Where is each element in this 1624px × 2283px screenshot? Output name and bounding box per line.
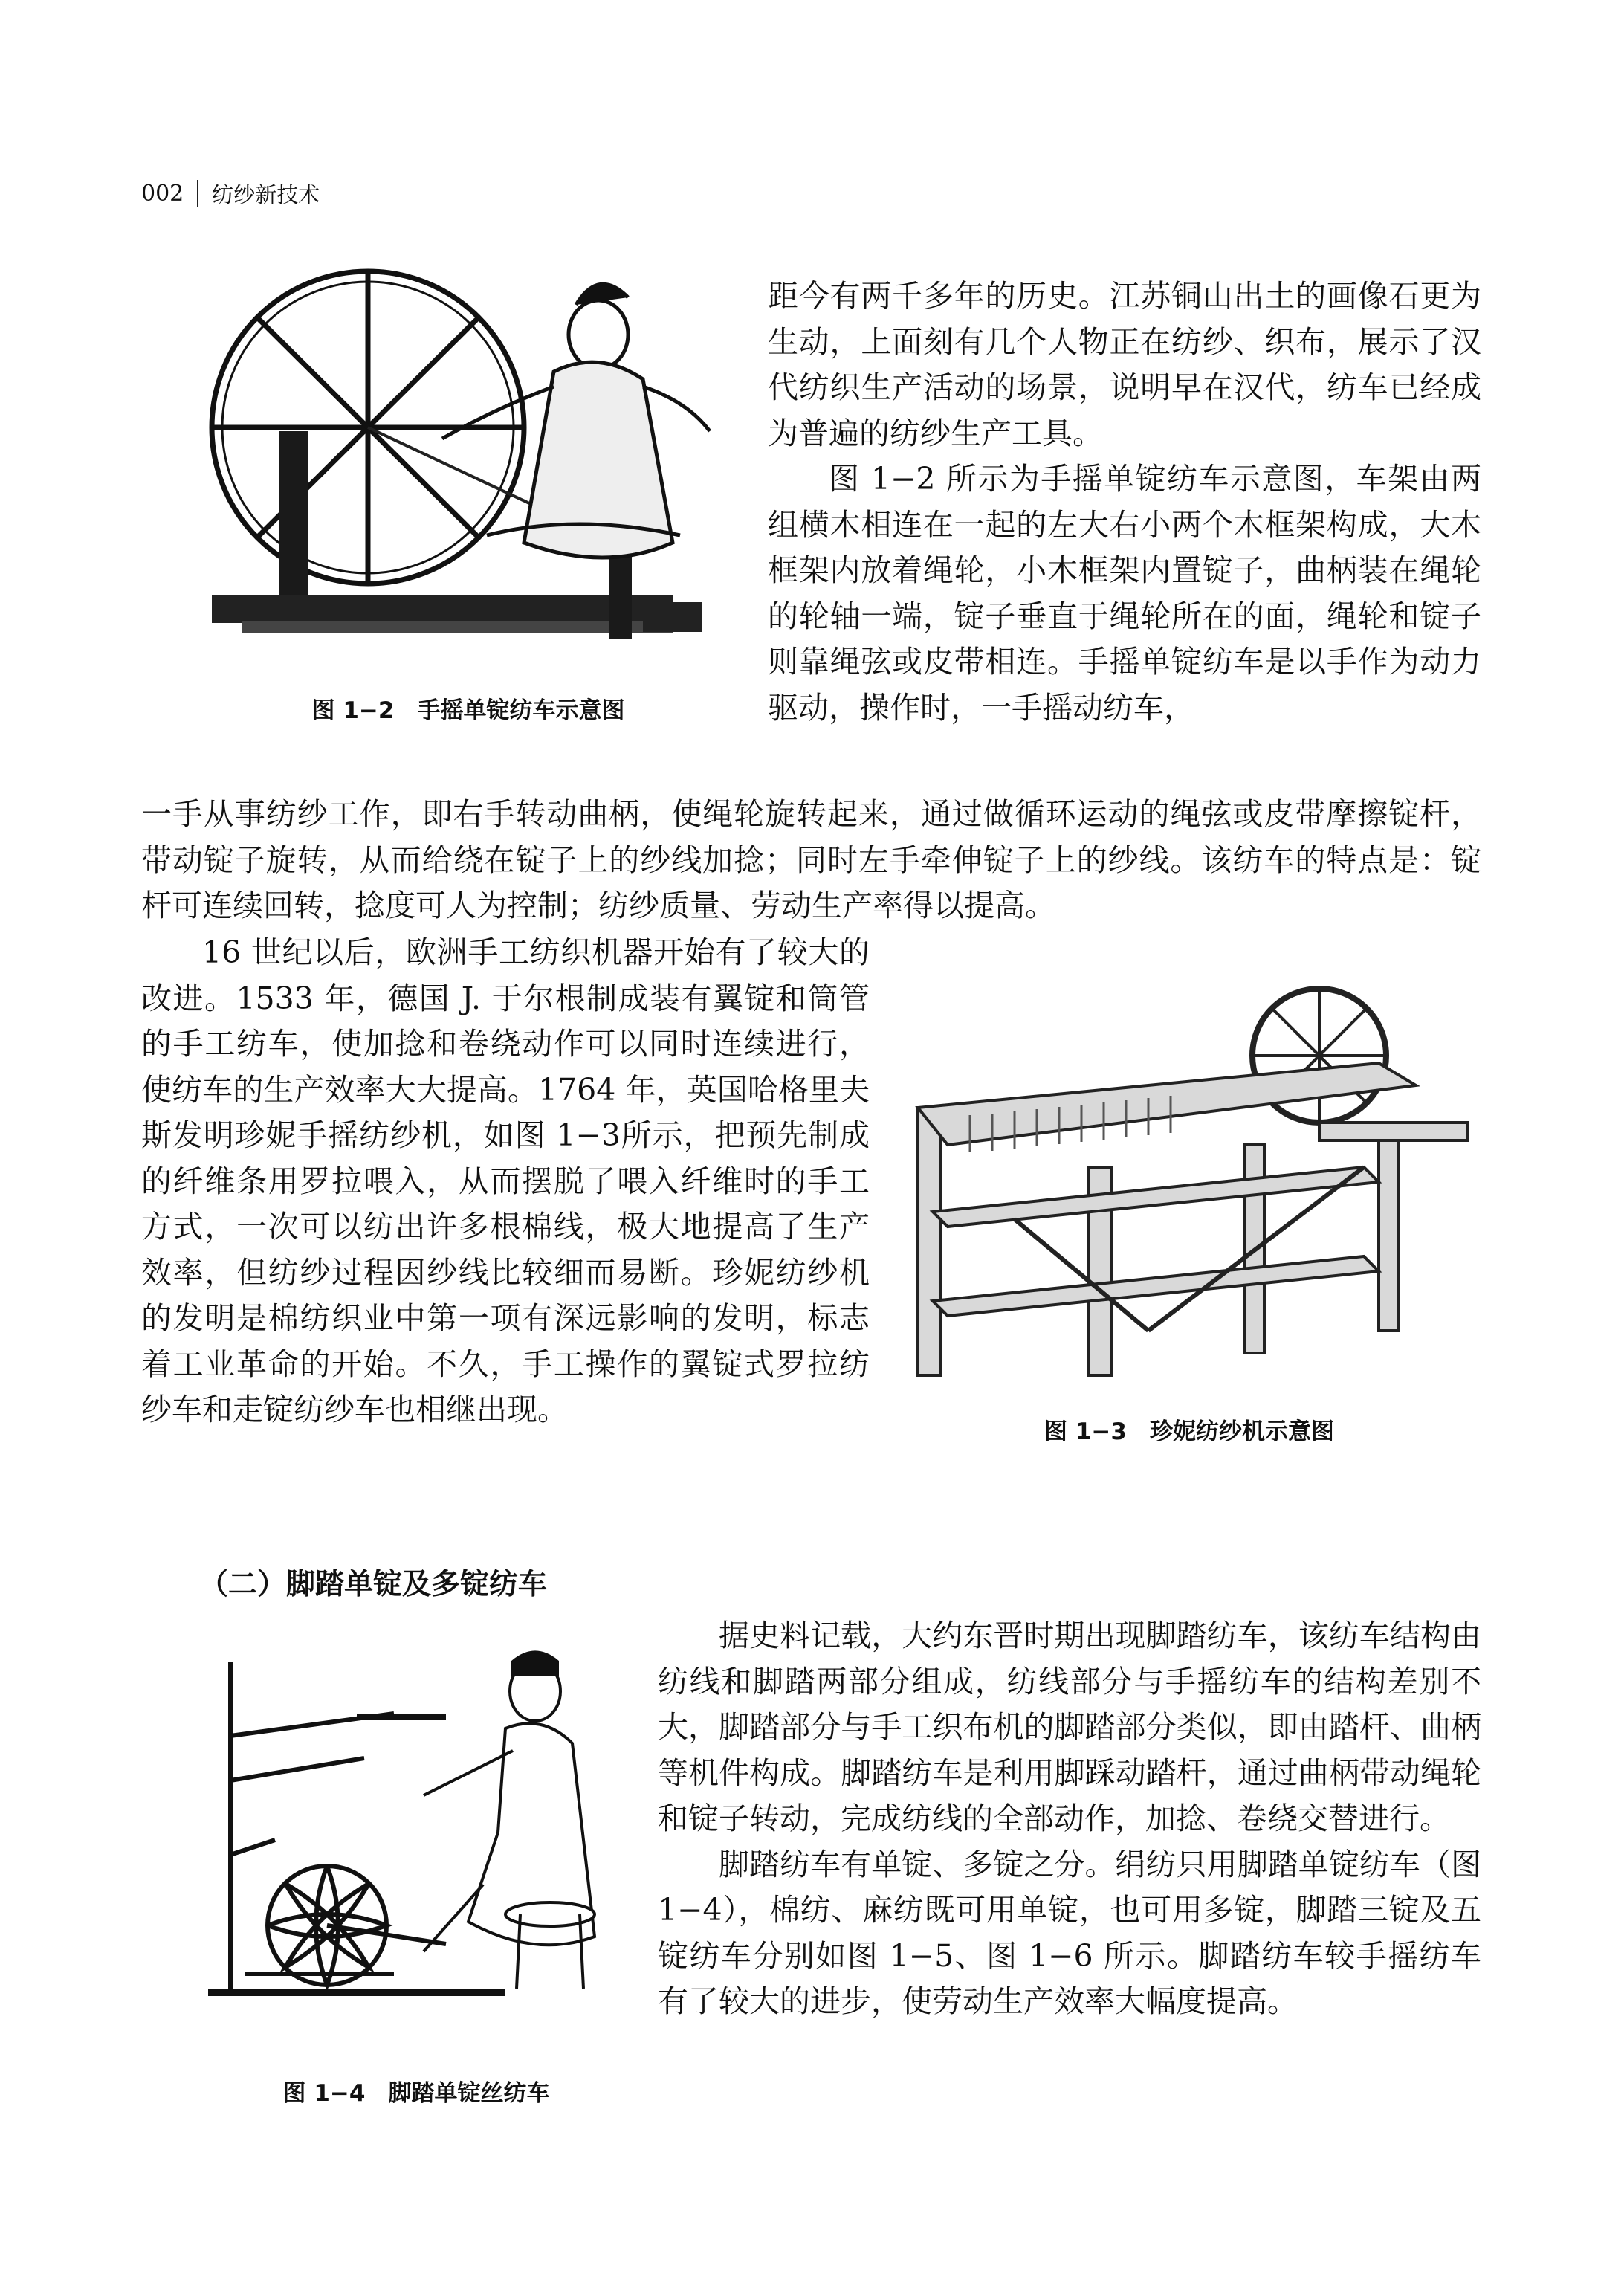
paragraph-5: 脚踏纺车有单锭、多锭之分。绢纺只用脚踏单锭纺车（图 1−4），棉纺、麻纺既可用单锭，也可用多锭，脚踏三锭及五锭纺车分别如图 1−5、图 1−6 所示。脚踏纺车较手摇纺车有了较大的进步，使劳动生产效率大幅度提高。 xyxy=(658,1846,1481,2019)
paragraph-2-continued: 一手从事纺纱工作，即右手转动曲柄，使绳轮旋转起来，通过做循环运动的绳弦或皮带摩擦锭杆，带动锭子旋转，从而给绕在锭子上的纱线加捻；同时左手牵伸锭子上的纱线。该纺车的特点是：锭杆可连续回转，捻度可人为控制；纺纱质量、劳动生产率得以提高。 xyxy=(141,796,1481,923)
figure-1-2-illustration xyxy=(197,245,732,669)
text-block-3 xyxy=(658,1613,1481,2025)
section-heading: （二）脚踏单锭及多锭纺车 xyxy=(199,1568,548,1601)
paragraph-2: 图 1−2 所示为手摇单锭纺车示意图，车架由两组横木相连在一起的左大右小两个木框架构成，大木框架内放着绳轮，小木框架内置锭子，曲柄装在绳轮的轮轴一端，锭子垂直于绳轮所在的面，绳轮和锭子则靠绳弦或皮带相连。手摇单锭纺车是以手作为动力驱动，操作时，一手摇动纺车， xyxy=(768,461,1481,726)
running-header xyxy=(141,178,320,208)
figure-1-4-caption: 图 1−4 脚踏单锭丝纺车 xyxy=(282,2080,550,2107)
book-title: 纺纱新技术 xyxy=(212,181,320,207)
header-divider xyxy=(197,180,198,207)
paragraph-1: 距今有两千多年的历史。江苏铜山出土的画像石更为生动，上面刻有几个人物正在纺纱、织布，展示了汉代纺织生产活动的场景，说明早在汉代，纺车已经成为普遍的纺纱生产工具。 xyxy=(768,278,1481,451)
page-number: 002 xyxy=(141,180,184,207)
paragraph-4: 据史料记载，大约东晋时期出现脚踏纺车，该纺车结构由纺线和脚踏两部分组成，纺线部分与手摇纺车的结构差别不大，脚踏部分与手工织布机的脚踏部分类似，即由踏杆、曲柄等机件构成。脚踏纺车是利用脚踩动踏杆，通过曲柄带动绳轮和锭子转动，完成纺线的全部动作，加捻、卷绕交替进行。 xyxy=(658,1618,1481,1836)
paragraph-3: 16 世纪以后，欧洲手工纺织机器开始有了较大的改进。1533 年，德国 J. 于尔根制成装有翼锭和筒管的手工纺车，使加捻和卷绕动作可以同时连续进行，使纺车的生产效率大大提高。1764 年，英国哈格里夫斯发明珍妮手摇纺纱机，如图 1−3所示，把预先制成的纤维条用罗拉喂入，从而摆脱了喂入纤维时的手工方式，一次可以纺出许多根棉线，极大地提高了生产效率，但纺纱过程因纱线比较细而易断。珍妮纺纱机的发明是棉纺织业中第一项有深远影响的发明，标志着工业革命的开始。不久，手工操作的翼锭式罗拉纺纱车和走锭纺纱车也相继出现。 xyxy=(141,934,870,1427)
figure-1-4-illustration xyxy=(186,1647,624,2033)
text-block-1 xyxy=(768,274,1481,731)
figure-1-2-caption: 图 1−2 手摇单锭纺车示意图 xyxy=(311,697,625,724)
figure-1-3-caption: 图 1−3 珍妮纺纱机示意图 xyxy=(1044,1418,1334,1445)
text-block-1-continued xyxy=(141,792,1481,929)
figure-1-3-illustration xyxy=(903,974,1486,1390)
text-block-2 xyxy=(141,930,870,1433)
